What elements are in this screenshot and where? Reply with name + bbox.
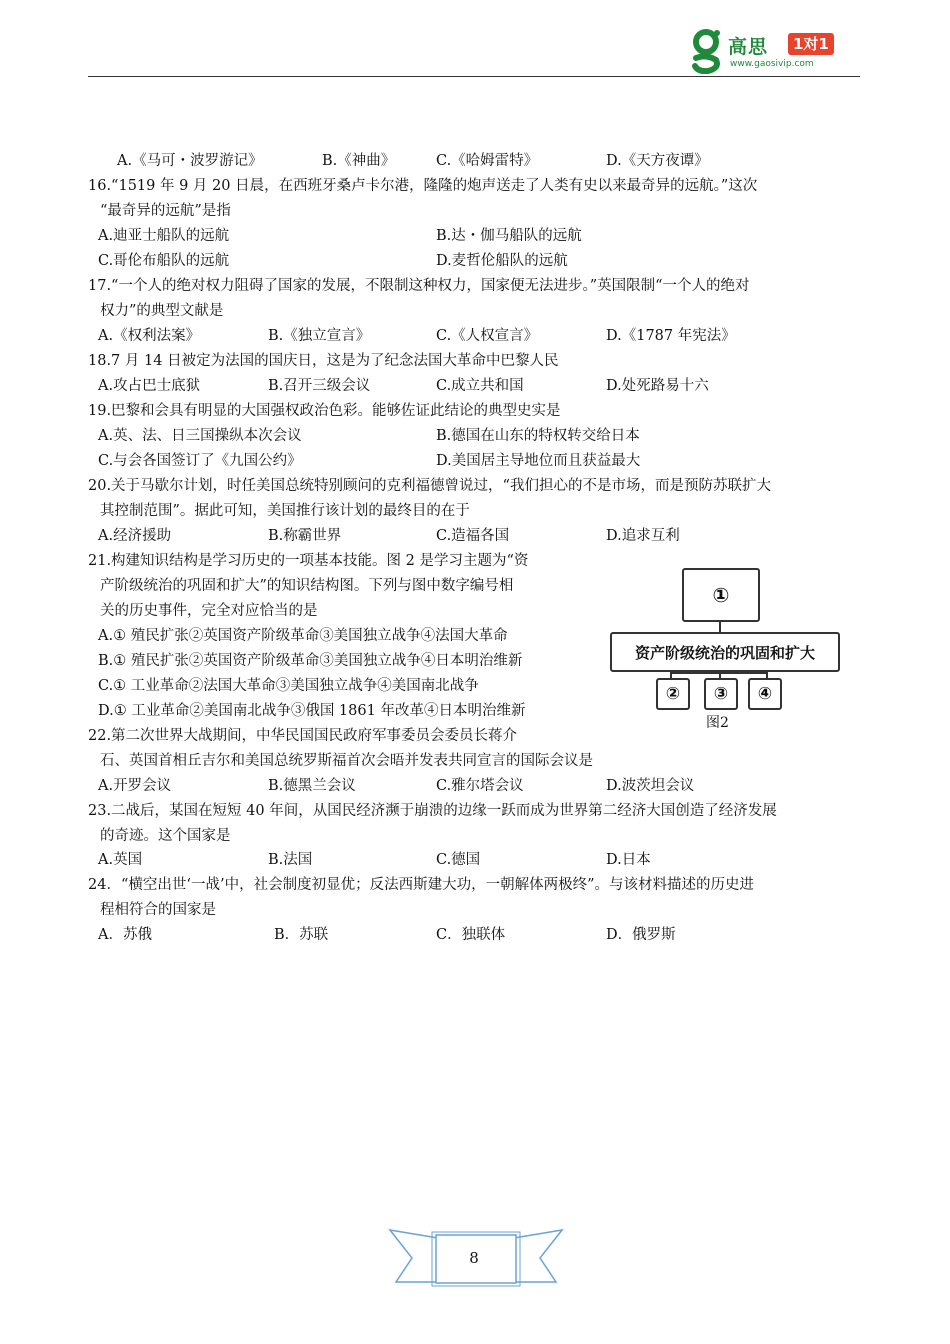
option-a: A．苏俄 [98,927,152,943]
question-stem: 关的历史事件，完全对应恰当的是 [100,603,318,619]
page-number: 8 [469,1249,479,1267]
option-c: C.与会各国签订了《九国公约》 [98,453,302,469]
figure-caption: 图2 [706,715,729,731]
brand-name: 高思 [728,36,769,58]
question-stem: “最奇异的远航”是指 [100,203,231,219]
question-stem: 17.“一个人的绝对权力阻碍了国家的发展，不限制这种权力，国家便无法进步。”英国限制“一个人的绝对 [88,278,750,294]
question-stem: 19.巴黎和会具有明显的大国强权政治色彩。能够佐证此结论的典型史实是 [88,403,561,419]
option-c: C.成立共和国 [436,378,524,394]
diagram-connector [719,670,721,678]
option-a: A.经济援助 [98,528,172,544]
option-d: D.日本 [606,852,651,868]
question-stem: 的奇迹。这个国家是 [100,828,231,844]
option-a: A.《马可・波罗游记》 [117,153,263,169]
gaosi-s-icon [690,28,724,74]
option-d: D.《1787 年宪法》 [606,328,736,344]
option-b: B.称霸世界 [268,528,342,544]
option-c: C.造福各国 [436,528,510,544]
question-stem: 23.二战后，某国在短短 40 年间，从国民经济濒于崩溃的边缘一跃而成为世界第二经济大国创造了经济发展 [88,803,777,819]
option-c: C.雅尔塔会议 [436,778,524,794]
option-a: A.攻占巴士底狱 [98,378,201,394]
option-d: D.波茨坦会议 [606,778,695,794]
question-stem: 程相符合的国家是 [100,902,216,918]
option-d: D.追求互利 [606,528,680,544]
option-d: D.麦哲伦船队的远航 [436,253,568,269]
option-b: B.《独立宣言》 [268,328,371,344]
option-a: A.① 殖民扩张②英国资产阶级革命③美国独立战争④法国大革命 [98,628,508,644]
option-c: C．独联体 [436,927,506,943]
option-a: A.开罗会议 [98,778,172,794]
diagram-node-center: 资产阶级统治的巩固和扩大 [610,632,840,672]
option-d: D．俄罗斯 [606,927,676,943]
option-b: B.法国 [268,852,313,868]
option-b: B.《神曲》 [322,153,396,169]
question-stem: 权力”的典型文献是 [100,303,224,319]
question-stem: 18.7 月 14 日被定为法国的国庆日，这是为了纪念法国大革命中巴黎人民 [88,353,559,369]
option-c: C.① 工业革命②法国大革命③美国独立战争④美国南北战争 [98,678,479,694]
option-c: C.《人权宣言》 [436,328,539,344]
option-d: D.处死路易十六 [606,378,709,394]
brand-badge: 1对1 [788,33,834,55]
diagram-connector [719,622,721,632]
question-stem: 石、英国首相丘吉尔和美国总统罗斯福首次会晤并发表共同宣言的国际会议是 [100,753,593,769]
option-a: A.《权利法案》 [98,328,201,344]
option-d: D.《天方夜谭》 [606,153,709,169]
option-c: C.德国 [436,852,481,868]
header-divider [88,76,860,77]
option-b: B.① 殖民扩张②英国资产阶级革命③美国独立战争④日本明治维新 [98,653,523,669]
option-a: A.英国 [98,852,143,868]
diagram-node-2: ② [656,678,690,710]
diagram-node-4: ④ [748,678,782,710]
question-stem: 21.构建知识结构是学习历史的一项基本技能。图 2 是学习主题为“资 [88,553,529,569]
option-b: B.德黑兰会议 [268,778,356,794]
option-c: C.《哈姆雷特》 [436,153,539,169]
question-stem: 24．“横空出世‘一战’中，社会制度初显优；反法西斯建大功，一朝解体两极终”。与该材料描述的历史进 [88,877,754,893]
question-stem: 其控制范围”。据此可知，美国推行该计划的最终目的在于 [100,503,470,519]
option-a: A.迪亚士船队的远航 [98,228,230,244]
question-stem: 产阶级统治的巩固和扩大”的知识结构图。下列与图中数字编号相 [100,578,514,594]
diagram-node-3: ③ [704,678,738,710]
option-c: C.哥伦布船队的远航 [98,253,230,269]
brand-url: www.gaosivip.com [730,59,814,69]
question-stem: 16.“1519 年 9 月 20 日晨，在西班牙桑卢卡尔港，隆隆的炮声送走了人类有史以来最奇异的远航。”这次 [88,178,758,194]
question-stem: 20.关于马歇尔计划，时任美国总统特别顾问的克利福德曾说过，“我们担心的不是市场，而是预防苏联扩大 [88,478,771,494]
diagram-node-top: ① [682,568,760,622]
option-b: B.德国在山东的特权转交给日本 [436,428,640,444]
option-b: B.召开三级会议 [268,378,371,394]
option-b: B.达・伽马船队的远航 [436,228,582,244]
figure-2-diagram [608,566,840,736]
option-d: D.① 工业革命②美国南北战争③俄国 1861 年改革④日本明治维新 [98,703,526,719]
option-d: D.美国居主导地位而且获益最大 [436,453,641,469]
option-a: A.英、法、日三国操纵本次会议 [98,428,302,444]
option-b: B．苏联 [274,927,329,943]
question-stem: 22.第二次世界大战期间，中华民国国民政府军事委员会委员长蒋介 [88,728,518,744]
gaosi-logo [690,28,860,74]
